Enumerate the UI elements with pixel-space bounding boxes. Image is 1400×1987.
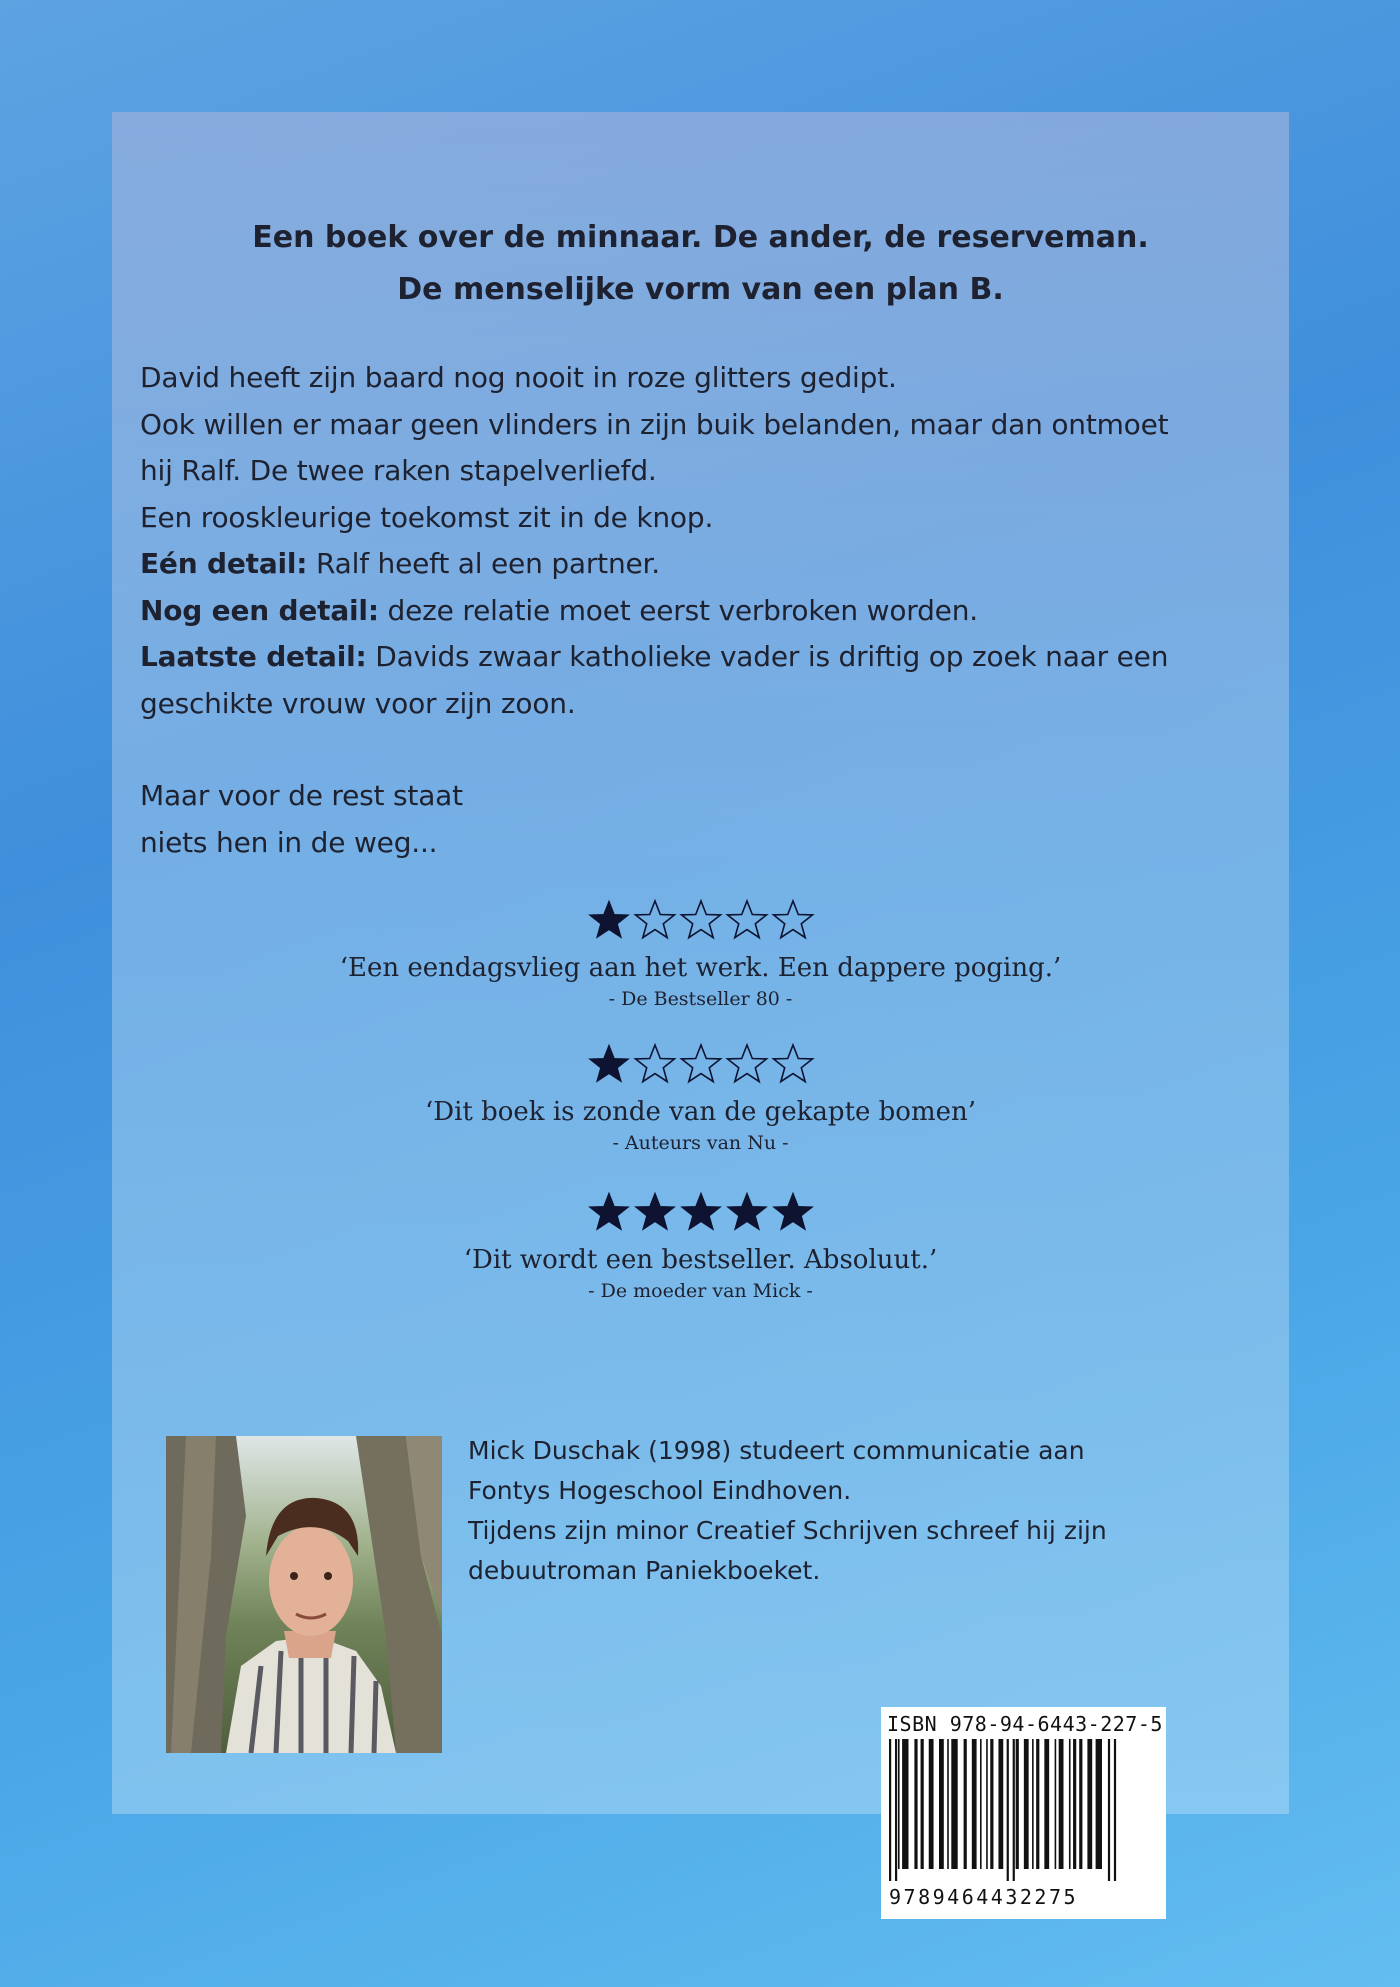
blurb-line: niets hen in de weg... <box>140 825 438 859</box>
star-filled-icon <box>725 1190 769 1234</box>
review-source: - De moeder van Mick - <box>588 1280 813 1302</box>
review-1 <box>112 898 1289 1012</box>
bio-line: Mick Duschak (1998) studeert communicatie aan <box>468 1436 1085 1465</box>
review-source: - Auteurs van Nu - <box>612 1132 789 1154</box>
detail-one-text: Ralf heeft al een partner. <box>307 547 660 580</box>
detail-one-label: Eén detail: <box>140 547 308 580</box>
headline-line-1: Een boek over de minnaar. De ander, de reserveman. <box>252 220 1149 255</box>
blurb-line: geschikte vrouw voor zijn zoon. <box>140 686 576 720</box>
headline <box>112 212 1289 316</box>
star-empty-icon <box>679 898 723 942</box>
star-rating <box>112 1190 1289 1238</box>
review-2 <box>112 1042 1289 1156</box>
star-filled-icon <box>633 1190 677 1234</box>
detail-two-label: Nog een detail: <box>140 593 379 627</box>
star-empty-icon <box>725 1042 769 1086</box>
blurb <box>140 355 1269 866</box>
review-quote: ‘Een eendagsvlieg aan het werk. Een dappere poging.’ <box>339 953 1062 983</box>
barcode-bars <box>887 1739 1159 1881</box>
star-rating <box>112 898 1289 946</box>
detail-three-text: Davids zwaar katholieke vader is driftig op zoek naar een <box>366 640 1169 673</box>
isbn-barcode <box>881 1707 1166 1919</box>
star-empty-icon <box>679 1042 723 1086</box>
bio-line: Fontys Hogeschool Eindhoven. <box>468 1476 852 1505</box>
blurb-line: David heeft zijn baard nog nooit in roze glitters gedipt. <box>140 361 897 394</box>
barcode-digits: 9789464432275 <box>889 1885 1079 1909</box>
isbn-text: ISBN 978-94-6443-227-5 <box>887 1712 1163 1736</box>
author-bio <box>468 1431 1248 1591</box>
star-empty-icon <box>633 1042 677 1086</box>
star-filled-icon <box>587 898 631 942</box>
star-empty-icon <box>633 898 677 942</box>
star-empty-icon <box>771 898 815 942</box>
detail-two <box>140 588 1269 635</box>
bio-line: debuutroman Paniekboeket. <box>468 1556 821 1585</box>
author-photo <box>166 1436 442 1753</box>
blurb-line: Maar voor de rest staat <box>140 779 463 812</box>
star-filled-icon <box>679 1190 723 1234</box>
star-rating <box>112 1042 1289 1090</box>
review-quote: ‘Dit wordt een bestseller. Absoluut.’ <box>463 1245 938 1275</box>
star-filled-icon <box>771 1190 815 1234</box>
star-filled-icon <box>587 1190 631 1234</box>
detail-three-label: Laatste detail: <box>140 640 367 673</box>
detail-two-text: deze relatie moet eerst verbroken worden. <box>378 593 978 627</box>
review-source: - De Bestseller 80 - <box>608 988 793 1010</box>
detail-three <box>140 634 1269 681</box>
back-cover-panel <box>112 112 1289 1814</box>
star-empty-icon <box>771 1042 815 1086</box>
star-empty-icon <box>725 898 769 942</box>
review-quote: ‘Dit boek is zonde van de gekapte bomen’ <box>424 1097 977 1127</box>
star-filled-icon <box>587 1042 631 1086</box>
bio-line: Tijdens zijn minor Creatief Schrijven schreef hij zijn <box>468 1516 1107 1545</box>
blurb-line: Ook willen er maar geen vlinders in zijn buik belanden, maar dan ontmoet <box>140 407 1169 441</box>
headline-line-2: De menselijke vorm van een plan B. <box>397 272 1004 307</box>
blurb-line: Een rooskleurige toekomst zit in de knop. <box>140 500 714 534</box>
review-3 <box>112 1190 1289 1304</box>
detail-one <box>140 541 1269 588</box>
blurb-line: hij Ralf. De twee raken stapelverliefd. <box>140 454 657 487</box>
